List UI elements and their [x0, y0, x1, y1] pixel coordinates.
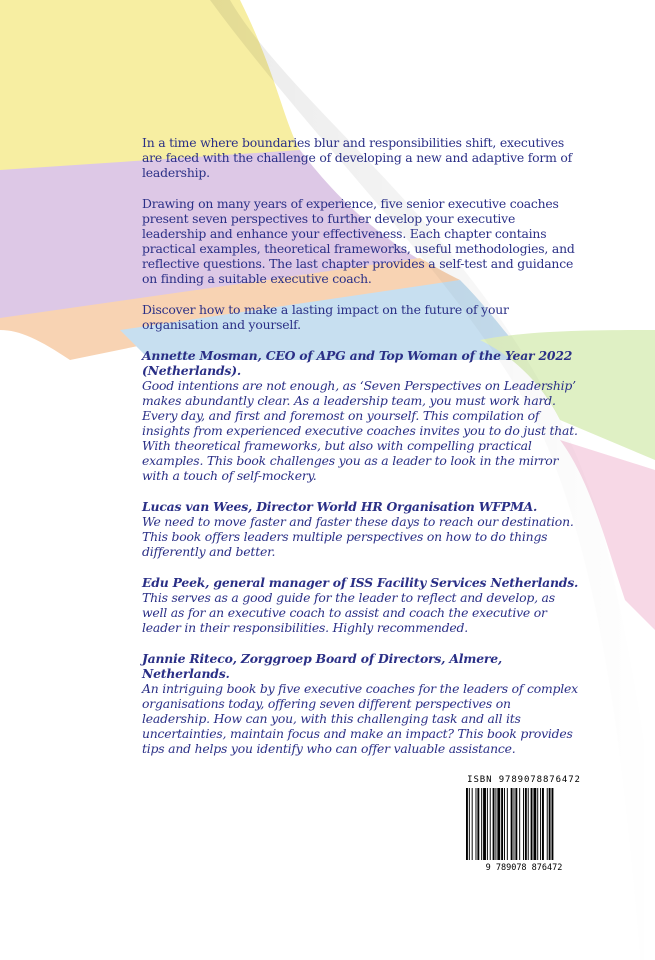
isbn-barcode [456, 772, 592, 876]
review-jannie-riteco [142, 651, 582, 756]
review-author: Lucas van Wees, Director World HR Organisation WFPMA. [142, 499, 538, 514]
barcode-bar [519, 788, 520, 860]
barcode-bar [493, 788, 495, 860]
barcode-bar [495, 788, 496, 860]
barcode-bar [528, 788, 529, 860]
review-text: An intriguing book by five executive coaches for the leaders of complex organisations today, offering seven different perspectives on leadership. How can you, with this challenging task and all its uncertainties, maintain focus and make an impact? This book provides tips and helps you identify who can offer valuable assistance. [142, 681, 578, 756]
barcode-bar [476, 788, 477, 860]
review-author: Edu Peek, general manager of ISS Facility Services Netherlands. [142, 575, 579, 590]
review-text: We need to move faster and faster these days to reach our destination. This book offers leaders multiple perspectives on how to do things differently and better. [142, 514, 574, 559]
barcode-bar [477, 788, 479, 860]
barcode-bar [466, 788, 468, 860]
barcode-bar [481, 788, 482, 860]
blurb-paragraph-1: In a time where boundaries blur and responsibilities shift, executives are faced with the challenge of developing a new and adaptive form of leadership. [142, 135, 573, 180]
barcode-bar [533, 788, 536, 860]
barcode-bar [511, 788, 513, 860]
barcode-bar [523, 788, 524, 860]
barcode-bar [487, 788, 488, 860]
barcode-bars [460, 786, 588, 872]
barcode-bar [525, 788, 527, 860]
barcode-bar [537, 788, 538, 860]
barcode-bar [483, 788, 486, 860]
barcode-bar [515, 788, 517, 860]
isbn-label: ISBN 9789078876472 [467, 775, 581, 785]
review-lucas-van-wees [142, 499, 582, 559]
back-cover-text [142, 135, 582, 772]
barcode-digits: 9 789078 876472 [485, 863, 563, 872]
review-annette-mosman [142, 348, 582, 483]
barcode-bar [469, 788, 470, 860]
barcode-bar [552, 788, 554, 860]
barcode-bar [540, 788, 541, 860]
barcode-bar [507, 788, 508, 860]
review-author: Jannie Riteco, Zorggroep Board of Directors, Almere, Netherlands. [142, 651, 503, 681]
review-author: Annette Mosman, CEO of APG and Top Woman of the Year 2022 (Netherlands). [142, 348, 573, 378]
barcode-bar [472, 788, 473, 860]
barcode-bar [490, 788, 491, 860]
blurb-paragraph-2: Drawing on many years of experience, five senior executive coaches present seven perspectives to further develop your executive leadership and enhance your effectiveness. Each chapter contains practical examples, theoretical frameworks, useful methodologies, and reflective questions. The last chapter provides a self-test and guidance on finding a suitable executive coach. [142, 196, 575, 286]
blurb-paragraph-3: Discover how to make a lasting impact on the future of your organisation and yourself. [142, 302, 509, 332]
barcode-bar [542, 788, 544, 860]
review-edu-peek [142, 575, 582, 635]
review-text: Good intentions are not enough, as ‘Seven Perspectives on Leadership’ makes abundantly clear. As a leadership team, you must work hard. Every day, and first and foremost on yourself. This compilation of insights from experienced executive coaches invites you to do just that. With theoretical frameworks, but also with compelling practical examples. This book challenges you as a leader to look in the mirror with a touch of self-mockery. [142, 378, 578, 483]
review-text: This serves as a good guide for the leader to reflect and develop, as well as for an executive coach to assist and coach the executive or leader in their responsibilities. Highly recommended. [142, 590, 555, 635]
barcode-bar [531, 788, 533, 860]
barcode-bar [549, 788, 551, 860]
barcode-bar [547, 788, 548, 860]
barcode-bar [501, 788, 503, 860]
barcode-bar [504, 788, 505, 860]
barcode-bar [497, 788, 500, 860]
barcode-bar [514, 788, 515, 860]
